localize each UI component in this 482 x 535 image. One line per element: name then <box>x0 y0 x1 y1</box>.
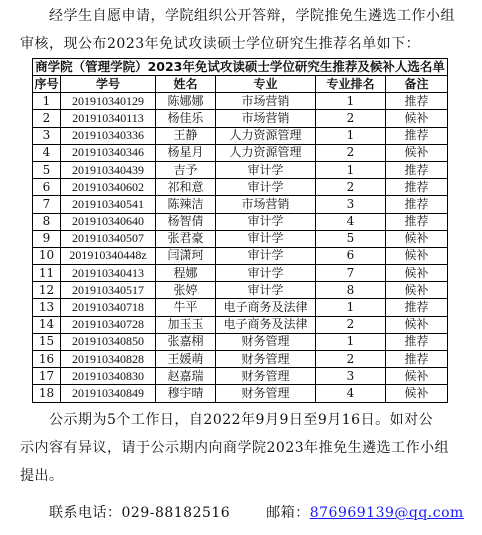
cell-major: 审计学 <box>216 247 316 264</box>
cell-name: 穆宇晴 <box>156 385 216 402</box>
cell-rank: 1 <box>316 161 386 178</box>
cell-name: 牛平 <box>156 299 216 316</box>
cell-remark: 候补 <box>386 316 448 333</box>
cell-remark: 候补 <box>386 247 448 264</box>
cell-rank: 8 <box>316 282 386 299</box>
cell-index: 15 <box>33 333 61 350</box>
cell-rank: 1 <box>316 333 386 350</box>
cell-name: 张君豪 <box>156 230 216 247</box>
cell-remark: 候补 <box>386 144 448 161</box>
cell-major: 人力资源管理 <box>216 144 316 161</box>
recommendation-table <box>32 58 448 403</box>
cell-major: 电子商务及法律 <box>216 299 316 316</box>
table-row <box>33 385 448 402</box>
table-row <box>33 282 448 299</box>
email-label: 邮箱： <box>266 505 310 521</box>
cell-name: 陈娜娜 <box>156 93 216 110</box>
cell-student-id: 201910340413 <box>61 265 156 282</box>
cell-name: 祁和意 <box>156 179 216 196</box>
cell-student-id: 201910340640 <box>61 213 156 230</box>
cell-rank: 2 <box>316 316 386 333</box>
cell-rank: 1 <box>316 299 386 316</box>
cell-name: 王媛萌 <box>156 351 216 368</box>
cell-remark: 推荐 <box>386 333 448 350</box>
cell-major: 财务管理 <box>216 368 316 385</box>
cell-rank: 2 <box>316 110 386 127</box>
cell-major: 审计学 <box>216 265 316 282</box>
header-remark: 备注 <box>386 76 448 93</box>
table-row <box>33 247 448 264</box>
table-row <box>33 196 448 213</box>
cell-index: 9 <box>33 230 61 247</box>
cell-index: 13 <box>33 299 61 316</box>
cell-index: 7 <box>33 196 61 213</box>
cell-name: 杨佳乐 <box>156 110 216 127</box>
cell-remark: 候补 <box>386 385 448 402</box>
cell-student-id: 201910340850 <box>61 333 156 350</box>
cell-rank: 2 <box>316 179 386 196</box>
table-row <box>33 213 448 230</box>
cell-index: 11 <box>33 265 61 282</box>
cell-rank: 4 <box>316 385 386 402</box>
cell-major: 财务管理 <box>216 385 316 402</box>
cell-index: 6 <box>33 179 61 196</box>
cell-name: 闫潇珂 <box>156 247 216 264</box>
cell-major: 财务管理 <box>216 351 316 368</box>
cell-student-id: 201910340517 <box>61 282 156 299</box>
table-row <box>33 265 448 282</box>
cell-rank: 6 <box>316 247 386 264</box>
cell-major: 电子商务及法律 <box>216 316 316 333</box>
table-row <box>33 230 448 247</box>
cell-name: 加玉玉 <box>156 316 216 333</box>
cell-index: 10 <box>33 247 61 264</box>
cell-remark: 候补 <box>386 265 448 282</box>
cell-major: 审计学 <box>216 161 316 178</box>
table-header-row <box>33 76 448 93</box>
cell-student-id: 201910340718 <box>61 299 156 316</box>
cell-index: 2 <box>33 110 61 127</box>
cell-rank: 3 <box>316 196 386 213</box>
table-body <box>33 93 448 402</box>
cell-student-id: 201910340346 <box>61 144 156 161</box>
cell-name: 杨智倩 <box>156 213 216 230</box>
intro-line-1: 经学生自愿申请，学院组织公开答辩，学院推免生遴选工作小组 <box>49 8 455 24</box>
cell-student-id: 201910340113 <box>61 110 156 127</box>
cell-student-id: 201910340507 <box>61 230 156 247</box>
cell-student-id: 201910340541 <box>61 196 156 213</box>
cell-name: 张嘉栩 <box>156 333 216 350</box>
cell-major: 审计学 <box>216 179 316 196</box>
cell-remark: 推荐 <box>386 127 448 144</box>
cell-student-id: 201910340830 <box>61 368 156 385</box>
table-row <box>33 351 448 368</box>
cell-index: 18 <box>33 385 61 402</box>
notice-paragraph <box>20 406 466 490</box>
cell-remark: 推荐 <box>386 161 448 178</box>
cell-student-id: 201910340828 <box>61 351 156 368</box>
header-rank: 专业排名 <box>316 76 386 93</box>
cell-name: 杨星月 <box>156 144 216 161</box>
notice-line-3: 提出。 <box>20 468 64 484</box>
cell-major: 人力资源管理 <box>216 127 316 144</box>
table-row <box>33 299 448 316</box>
cell-major: 审计学 <box>216 282 316 299</box>
table-row <box>33 179 448 196</box>
cell-major: 审计学 <box>216 213 316 230</box>
cell-remark: 候补 <box>386 110 448 127</box>
cell-name: 吉予 <box>156 161 216 178</box>
intro-line-2: 审核，现公布2023年免试攻读硕士学位研究生推荐名单如下： <box>20 36 421 52</box>
cell-rank: 3 <box>316 368 386 385</box>
cell-student-id: 201910340439 <box>61 161 156 178</box>
table-row <box>33 144 448 161</box>
table-row <box>33 161 448 178</box>
cell-remark: 推荐 <box>386 213 448 230</box>
cell-student-id: 201910340448z <box>61 247 156 264</box>
table-row <box>33 316 448 333</box>
cell-rank: 2 <box>316 351 386 368</box>
table-row <box>33 127 448 144</box>
header-student-id: 学号 <box>61 76 156 93</box>
cell-student-id: 201910340849 <box>61 385 156 402</box>
cell-rank: 2 <box>316 144 386 161</box>
cell-remark: 候补 <box>386 368 448 385</box>
cell-rank: 1 <box>316 93 386 110</box>
cell-remark: 候补 <box>386 230 448 247</box>
cell-major: 市场营销 <box>216 196 316 213</box>
cell-remark: 推荐 <box>386 196 448 213</box>
cell-name: 赵嘉瑞 <box>156 368 216 385</box>
table-title: 商学院（管理学院）2023年免试攻读硕士学位研究生推荐及候补人选名单 <box>32 58 448 75</box>
cell-remark: 推荐 <box>386 351 448 368</box>
notice-line-2: 示内容有异议，请于公示期内向商学院2023年推免生遴选工作小组 <box>20 440 450 456</box>
notice-line-1: 公示期为5个工作日，自2022年9月9日至9月16日。如对公 <box>49 412 434 428</box>
phone-label: 联系电话：029-88182516 <box>49 505 231 521</box>
email-link[interactable]: 876969139@qq.com <box>309 505 464 521</box>
intro-paragraph <box>20 2 466 58</box>
cell-index: 1 <box>33 93 61 110</box>
cell-major: 财务管理 <box>216 333 316 350</box>
header-major: 专业 <box>216 76 316 93</box>
cell-major: 市场营销 <box>216 93 316 110</box>
cell-major: 审计学 <box>216 230 316 247</box>
cell-student-id: 201910340336 <box>61 127 156 144</box>
cell-remark: 推荐 <box>386 299 448 316</box>
cell-name: 陈辣洁 <box>156 196 216 213</box>
cell-index: 5 <box>33 161 61 178</box>
contact-line <box>20 499 466 527</box>
cell-remark: 推荐 <box>386 93 448 110</box>
cell-rank: 7 <box>316 265 386 282</box>
cell-rank: 4 <box>316 213 386 230</box>
cell-name: 程娜 <box>156 265 216 282</box>
header-name: 姓名 <box>156 76 216 93</box>
table-row <box>33 110 448 127</box>
cell-name: 王静 <box>156 127 216 144</box>
header-index: 序号 <box>33 76 61 93</box>
cell-student-id: 201910340129 <box>61 93 156 110</box>
cell-name: 张婷 <box>156 282 216 299</box>
cell-index: 3 <box>33 127 61 144</box>
cell-index: 14 <box>33 316 61 333</box>
table-row <box>33 368 448 385</box>
cell-index: 8 <box>33 213 61 230</box>
cell-index: 12 <box>33 282 61 299</box>
cell-rank: 5 <box>316 230 386 247</box>
cell-index: 16 <box>33 351 61 368</box>
cell-index: 4 <box>33 144 61 161</box>
cell-rank: 1 <box>316 127 386 144</box>
cell-remark: 候补 <box>386 282 448 299</box>
cell-student-id: 201910340602 <box>61 179 156 196</box>
table-row <box>33 333 448 350</box>
cell-student-id: 201910340728 <box>61 316 156 333</box>
cell-index: 17 <box>33 368 61 385</box>
cell-remark: 推荐 <box>386 179 448 196</box>
table-row <box>33 93 448 110</box>
cell-major: 市场营销 <box>216 110 316 127</box>
